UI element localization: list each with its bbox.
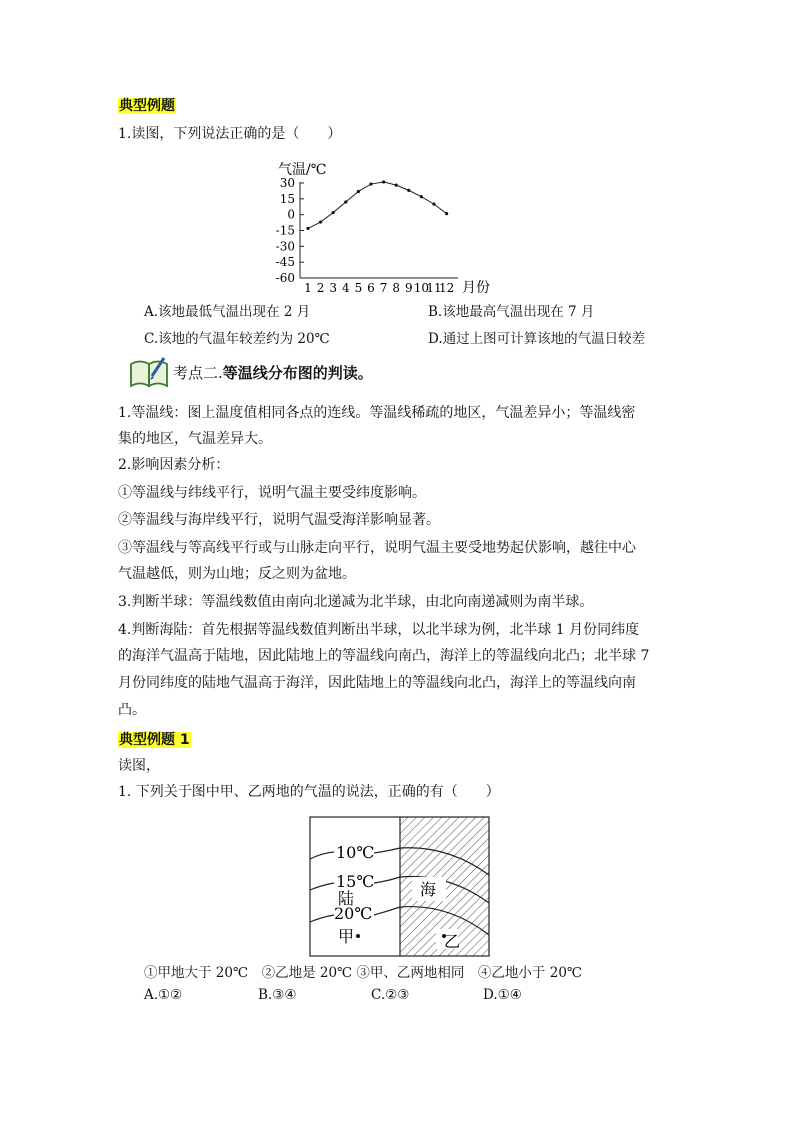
para-3: ①等温线与纬线平行，说明气温主要受纬度影响。 [118,485,426,501]
data-point [319,220,322,223]
data-point [382,180,385,183]
statements: ①甲地大于 20℃ ②乙地是 20℃ ③甲、乙两地相同 ④乙地小于 20℃ [144,965,583,981]
data-point [395,184,398,187]
x-tick-label: 2 [316,281,325,295]
chart-xlabel: 月份 [462,280,490,296]
jia-label: 甲 [338,927,355,946]
sea-label: 海 [420,880,437,899]
y-tick-label: -30 [275,239,295,254]
x-tick-label: 7 [379,281,388,295]
data-point [432,203,435,206]
x-tick-label: 5 [354,281,363,295]
data-point [357,190,360,193]
example-1-heading: 典型例题 1 [119,732,190,748]
option2-a[interactable]: A.①② [144,987,183,1003]
option-c[interactable]: C.该地的气温年较差约为 20℃ [144,331,330,347]
data-point [407,189,410,192]
x-tick-label: 3 [329,281,338,295]
option2-d[interactable]: D.①④ [483,987,522,1003]
para-7b: 的海洋气温高于陆地，因此陆地上的等温线向南凸，海洋上的等温线向北凸；北半球 7 [118,648,650,664]
para-7d: 凸。 [118,702,146,718]
y-tick-label: 30 [279,176,295,190]
data-point [306,227,309,230]
option2-c[interactable]: C.②③ [371,987,410,1003]
para-2: 2.影响因素分析： [118,457,230,473]
data-point [420,195,423,198]
question-2: 1. 下列关于图中甲、乙两地的气温的说法，正确的有（ ） [118,784,500,800]
y-tick-label: -60 [275,271,295,285]
data-point [445,212,448,215]
y-tick-label: -15 [275,223,295,238]
y-tick-label: 0 [287,207,295,222]
land-label: 陆 [338,889,355,908]
para-6: 3.判断半球：等温线数值由南向北递减为北半球，由北向南递减则为南半球。 [118,594,594,610]
para-7c: 月份同纬度的陆地气温高于海洋，因此陆地上的等温线向北凸，海洋上的等温线向南 [118,675,636,691]
data-point [344,200,347,203]
data-point [332,211,335,214]
x-tick-label: 9 [404,281,413,295]
para-5: ③等温线与等高线平行或与山脉走向平行，说明气温主要受地势起伏影响，越往中心 [118,540,636,556]
para-7: 4.判断海陆：首先根据等温线数值判断出半球，以北半球为例，北半球 1 月份同纬度 [118,622,640,638]
label-15c: 15℃ [336,872,375,891]
option-a[interactable]: A.该地最低气温出现在 2 月 [144,304,311,320]
para-1: 1.等温线：图上温度值相同各点的连线。等温线稀疏的地区，气温差异小；等温线密 [118,405,636,421]
isotherm-map [308,815,492,959]
x-tick-label: 8 [392,281,401,295]
question-1: 1.读图，下列说法正确的是（ ） [118,126,342,142]
temperature-chart [262,156,502,298]
book-pencil-icon [128,354,172,390]
para-4: ②等温线与海岸线平行，说明气温受海洋影响显著。 [118,512,440,528]
option-d[interactable]: D.通过上图可计算该地的气温日较差 [428,331,646,347]
x-tick-label: 11 [426,281,442,295]
series-line [308,182,447,228]
x-tick-label: 10 [413,281,430,295]
y-tick-label: 15 [279,191,295,206]
option-b[interactable]: B.该地最高气温出现在 7 月 [428,304,595,320]
jia-point [356,934,360,938]
x-tick-label: 12 [438,281,455,295]
x-tick-label: 1 [304,281,312,295]
read-figure: 读图， [118,758,160,774]
kaodian-heading: 考点二.等温线分布图的判读。 [173,364,373,382]
x-tick-label: 4 [341,281,350,295]
label-10c: 10℃ [336,843,375,862]
label-20c: 20℃ [334,904,373,923]
option2-b[interactable]: B.③④ [258,987,297,1003]
para-5b: 气温越低，则为山地；反之则为盆地。 [118,566,356,582]
y-tick-label: -45 [275,255,295,270]
yi-label: 乙 [444,932,461,951]
chart-ylabel: 气温/℃ [278,162,327,178]
x-tick-label: 6 [367,281,375,295]
para-1b: 集的地区，气温差异大。 [118,431,272,447]
example-heading: 典型例题 [119,98,175,114]
data-point [369,182,372,185]
